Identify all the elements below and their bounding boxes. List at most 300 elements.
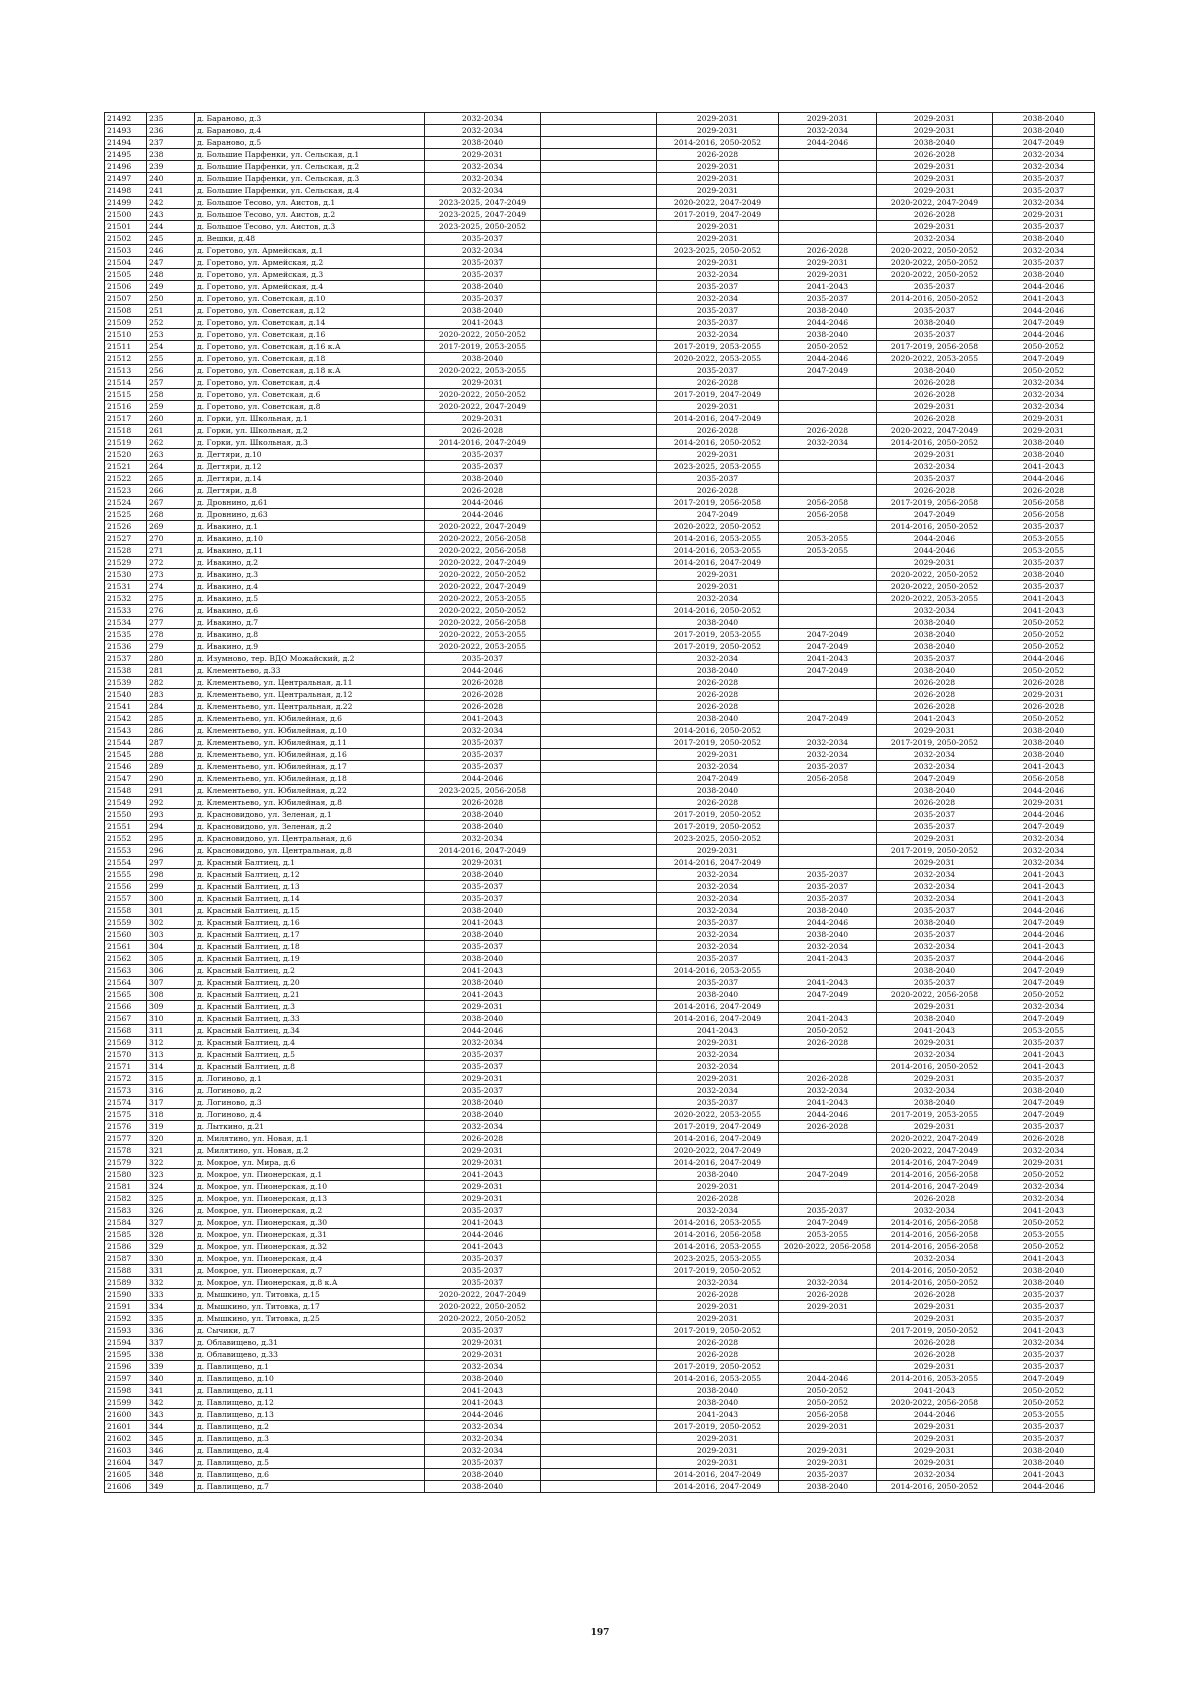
table-row [105,473,1095,485]
term-cell: 2032-2034 [425,1445,541,1457]
empty-cell [541,317,657,329]
term-cell: 2020-2022, 2053-2055 [425,629,541,641]
term-cell: 2038-2040 [779,1481,877,1493]
address-cell: д. Мокрое, ул. Пионерская, д.13 [195,1193,425,1205]
index-cell: 282 [147,677,195,689]
table-row [105,737,1095,749]
term-cell [779,701,877,713]
table-row [105,221,1095,233]
term-cell: 2032-2034 [657,593,779,605]
index-cell: 262 [147,437,195,449]
row-id-cell: 21517 [105,413,147,425]
row-id-cell: 21578 [105,1145,147,1157]
term-cell: 2038-2040 [657,665,779,677]
term-cell: 2026-2028 [657,1337,779,1349]
address-cell: д. Облавищево, д.31 [195,1337,425,1349]
term-cell: 2035-2037 [779,761,877,773]
index-cell: 280 [147,653,195,665]
term-cell: 2032-2034 [877,1469,993,1481]
page-number: 197 [590,1628,610,1638]
term-cell: 2035-2037 [877,809,993,821]
term-cell: 2023-2025, 2050-2052 [657,245,779,257]
index-cell: 343 [147,1409,195,1421]
index-cell: 271 [147,545,195,557]
row-id-cell: 21541 [105,701,147,713]
term-cell: 2038-2040 [779,905,877,917]
term-cell: 2029-2031 [877,1037,993,1049]
table-row [105,533,1095,545]
term-cell: 2029-2031 [877,1301,993,1313]
index-cell: 349 [147,1481,195,1493]
term-cell: 2038-2040 [993,1277,1095,1289]
term-cell: 2038-2040 [657,713,779,725]
term-cell: 2035-2037 [425,269,541,281]
term-cell: 2014-2016, 2050-2052 [657,437,779,449]
address-cell: д. Горетово, ул. Советская, д.18 к.А [195,365,425,377]
term-cell: 2032-2034 [877,1205,993,1217]
term-cell: 2032-2034 [657,1085,779,1097]
term-cell: 2017-2019, 2050-2052 [657,821,779,833]
term-cell: 2029-2031 [877,1073,993,1085]
term-cell: 2041-2043 [993,881,1095,893]
term-cell: 2035-2037 [657,977,779,989]
term-cell: 2032-2034 [657,881,779,893]
term-cell: 2032-2034 [657,293,779,305]
empty-cell [541,689,657,701]
row-id-cell: 21554 [105,857,147,869]
index-cell: 316 [147,1085,195,1097]
row-id-cell: 21499 [105,197,147,209]
row-id-cell: 21496 [105,161,147,173]
term-cell [779,401,877,413]
term-cell: 2026-2028 [993,485,1095,497]
address-cell: д. Логиново, д.4 [195,1109,425,1121]
row-id-cell: 21575 [105,1109,147,1121]
term-cell [779,1193,877,1205]
term-cell: 2032-2034 [657,1277,779,1289]
table-row [105,1349,1095,1361]
index-cell: 283 [147,689,195,701]
index-cell: 277 [147,617,195,629]
term-cell: 2029-2031 [779,1301,877,1313]
empty-cell [541,1109,657,1121]
term-cell: 2038-2040 [993,125,1095,137]
term-cell: 2035-2037 [425,1277,541,1289]
term-cell: 2032-2034 [877,893,993,905]
term-cell: 2029-2031 [657,449,779,461]
term-cell: 2035-2037 [993,1289,1095,1301]
term-cell: 2014-2016, 2050-2052 [657,725,779,737]
address-cell: д. Красный Балтиец, д.17 [195,929,425,941]
row-id-cell: 21570 [105,1049,147,1061]
row-id-cell: 21601 [105,1421,147,1433]
term-cell: 2014-2016, 2056-2058 [877,1229,993,1241]
term-cell: 2026-2028 [425,425,541,437]
term-cell: 2032-2034 [425,833,541,845]
term-cell: 2032-2034 [425,125,541,137]
index-cell: 248 [147,269,195,281]
term-cell: 2014-2016, 2050-2052 [657,605,779,617]
index-cell: 320 [147,1133,195,1145]
index-cell: 324 [147,1181,195,1193]
term-cell: 2038-2040 [425,137,541,149]
term-cell: 2044-2046 [779,1373,877,1385]
term-cell: 2026-2028 [877,1193,993,1205]
address-cell: д. Дегтяри, д.10 [195,449,425,461]
term-cell: 2038-2040 [993,725,1095,737]
row-id-cell: 21568 [105,1025,147,1037]
term-cell: 2038-2040 [425,977,541,989]
empty-cell [541,293,657,305]
empty-cell [541,521,657,533]
term-cell: 2014-2016, 2056-2058 [877,1169,993,1181]
table-row [105,1313,1095,1325]
index-cell: 333 [147,1289,195,1301]
empty-cell [541,1337,657,1349]
address-cell: д. Красный Балтиец, д.1 [195,857,425,869]
term-cell: 2038-2040 [877,785,993,797]
address-cell: д. Красный Балтиец, д.15 [195,905,425,917]
term-cell: 2032-2034 [657,653,779,665]
empty-cell [541,377,657,389]
term-cell: 2032-2034 [877,749,993,761]
empty-cell [541,725,657,737]
term-cell: 2047-2049 [993,977,1095,989]
term-cell: 2035-2037 [425,293,541,305]
term-cell: 2050-2052 [779,1385,877,1397]
term-cell: 2032-2034 [779,1085,877,1097]
term-cell: 2032-2034 [993,1145,1095,1157]
empty-cell [541,1481,657,1493]
address-cell: д. Бараново, д.3 [195,113,425,125]
index-cell: 331 [147,1265,195,1277]
row-id-cell: 21594 [105,1337,147,1349]
term-cell: 2053-2055 [779,1229,877,1241]
term-cell: 2035-2037 [877,329,993,341]
row-id-cell: 21498 [105,185,147,197]
table-row [105,965,1095,977]
index-cell: 241 [147,185,195,197]
address-cell: д. Павлищево, д.4 [195,1445,425,1457]
term-cell: 2029-2031 [877,1361,993,1373]
term-cell: 2032-2034 [993,245,1095,257]
empty-cell [541,233,657,245]
address-cell: д. Красновидово, ул. Центральная, д.8 [195,845,425,857]
term-cell: 2029-2031 [657,1433,779,1445]
table-row [105,1337,1095,1349]
table-row [105,821,1095,833]
term-cell: 2020-2022, 2047-2049 [425,521,541,533]
row-id-cell: 21497 [105,173,147,185]
term-cell: 2035-2037 [779,293,877,305]
empty-cell [541,221,657,233]
table-row [105,1397,1095,1409]
table-row [105,905,1095,917]
index-cell: 292 [147,797,195,809]
empty-cell [541,965,657,977]
address-cell: д. Павлищево, д.3 [195,1433,425,1445]
table-row [105,1181,1095,1193]
term-cell: 2035-2037 [425,1253,541,1265]
address-cell: д. Большое Тесово, ул. Аистов, д.2 [195,209,425,221]
term-cell [779,809,877,821]
empty-cell [541,1145,657,1157]
term-cell: 2017-2019, 2047-2049 [657,209,779,221]
term-cell: 2041-2043 [779,1097,877,1109]
table-row [105,185,1095,197]
term-cell: 2047-2049 [993,1013,1095,1025]
index-cell: 288 [147,749,195,761]
term-cell [779,461,877,473]
term-cell: 2038-2040 [657,1385,779,1397]
table-row [105,1133,1095,1145]
index-cell: 286 [147,725,195,737]
term-cell [779,1253,877,1265]
index-cell: 255 [147,353,195,365]
table-row [105,425,1095,437]
term-cell: 2038-2040 [993,113,1095,125]
term-cell: 2038-2040 [425,1109,541,1121]
table-row [105,1277,1095,1289]
index-cell: 298 [147,869,195,881]
index-cell: 291 [147,785,195,797]
term-cell: 2041-2043 [993,1049,1095,1061]
term-cell: 2050-2052 [993,617,1095,629]
term-cell: 2038-2040 [657,617,779,629]
table-row [105,1013,1095,1025]
empty-cell [541,1409,657,1421]
term-cell: 2038-2040 [657,785,779,797]
empty-cell [541,1313,657,1325]
address-cell: д. Большое Тесово, ул. Аистов, д.3 [195,221,425,233]
index-cell: 269 [147,521,195,533]
empty-cell [541,1373,657,1385]
row-id-cell: 21538 [105,665,147,677]
empty-cell [541,197,657,209]
term-cell: 2014-2016, 2053-2055 [657,1217,779,1229]
table-row [105,161,1095,173]
index-cell: 243 [147,209,195,221]
table-row [105,989,1095,1001]
term-cell: 2029-2031 [657,1445,779,1457]
empty-cell [541,137,657,149]
term-cell: 2023-2025, 2053-2055 [657,461,779,473]
empty-cell [541,1265,657,1277]
index-cell: 266 [147,485,195,497]
address-cell: д. Павлищево, д.5 [195,1457,425,1469]
empty-cell [541,869,657,881]
term-cell: 2029-2031 [779,1445,877,1457]
term-cell: 2032-2034 [877,941,993,953]
term-cell: 2032-2034 [657,905,779,917]
term-cell: 2038-2040 [993,1457,1095,1469]
address-cell: д. Мокрое, ул. Пионерская, д.7 [195,1265,425,1277]
table-row [105,293,1095,305]
table-row [105,605,1095,617]
row-id-cell: 21572 [105,1073,147,1085]
term-cell: 2038-2040 [877,641,993,653]
empty-cell [541,1457,657,1469]
address-cell: д. Красный Балтиец, д.33 [195,1013,425,1025]
index-cell: 265 [147,473,195,485]
index-cell: 249 [147,281,195,293]
row-id-cell: 21509 [105,317,147,329]
term-cell: 2038-2040 [877,965,993,977]
address-cell: д. Горетово, ул. Советская, д.18 [195,353,425,365]
table-row [105,509,1095,521]
term-cell: 2044-2046 [993,305,1095,317]
term-cell: 2029-2031 [657,569,779,581]
row-id-cell: 21563 [105,965,147,977]
row-id-cell: 21526 [105,521,147,533]
term-cell: 2029-2031 [993,413,1095,425]
table-row [105,797,1095,809]
empty-cell [541,1229,657,1241]
term-cell: 2035-2037 [779,893,877,905]
term-cell: 2032-2034 [779,125,877,137]
term-cell: 2032-2034 [657,761,779,773]
term-cell: 2026-2028 [779,1073,877,1085]
term-cell: 2017-2019, 2050-2052 [657,641,779,653]
term-cell: 2032-2034 [877,1085,993,1097]
term-cell: 2032-2034 [993,1181,1095,1193]
empty-cell [541,797,657,809]
row-id-cell: 21595 [105,1349,147,1361]
term-cell: 2020-2022, 2053-2055 [425,365,541,377]
empty-cell [541,401,657,413]
term-cell: 2035-2037 [425,1049,541,1061]
term-cell: 2044-2046 [425,1229,541,1241]
row-id-cell: 21597 [105,1373,147,1385]
index-cell: 236 [147,125,195,137]
term-cell: 2014-2016, 2053-2055 [877,1373,993,1385]
term-cell: 2032-2034 [993,401,1095,413]
term-cell: 2029-2031 [425,1193,541,1205]
index-cell: 299 [147,881,195,893]
index-cell: 332 [147,1277,195,1289]
term-cell: 2053-2055 [993,533,1095,545]
term-cell: 2035-2037 [779,1469,877,1481]
term-cell: 2035-2037 [877,281,993,293]
term-cell: 2041-2043 [425,1385,541,1397]
table-row [105,953,1095,965]
term-cell: 2050-2052 [993,629,1095,641]
empty-cell [541,1217,657,1229]
index-cell: 247 [147,257,195,269]
term-cell: 2014-2016, 2053-2055 [657,545,779,557]
term-cell: 2035-2037 [657,365,779,377]
term-cell: 2044-2046 [993,785,1095,797]
term-cell: 2038-2040 [425,809,541,821]
term-cell: 2029-2031 [657,749,779,761]
address-cell: д. Клементьево, ул. Центральная, д.12 [195,689,425,701]
term-cell: 2047-2049 [779,365,877,377]
term-cell [779,209,877,221]
term-cell [779,1049,877,1061]
term-cell: 2038-2040 [657,989,779,1001]
term-cell: 2041-2043 [993,461,1095,473]
index-cell: 279 [147,641,195,653]
index-cell: 327 [147,1217,195,1229]
row-id-cell: 21537 [105,653,147,665]
term-cell: 2035-2037 [993,581,1095,593]
term-cell: 2041-2043 [425,317,541,329]
term-cell [779,1145,877,1157]
term-cell: 2050-2052 [993,365,1095,377]
index-cell: 302 [147,917,195,929]
term-cell: 2041-2043 [657,1025,779,1037]
table-row [105,641,1095,653]
term-cell: 2020-2022, 2056-2058 [425,617,541,629]
term-cell: 2026-2028 [877,389,993,401]
term-cell: 2044-2046 [993,329,1095,341]
row-id-cell: 21510 [105,329,147,341]
address-cell: д. Ивакино, д.9 [195,641,425,653]
index-cell: 268 [147,509,195,521]
term-cell: 2035-2037 [877,473,993,485]
term-cell: 2020-2022, 2047-2049 [425,401,541,413]
row-id-cell: 21495 [105,149,147,161]
empty-cell [541,1397,657,1409]
index-cell: 321 [147,1145,195,1157]
table-row [105,1229,1095,1241]
address-cell: д. Мокрое, ул. Мира, д.6 [195,1157,425,1169]
empty-cell [541,629,657,641]
term-cell: 2026-2028 [657,425,779,437]
index-cell: 263 [147,449,195,461]
term-cell: 2041-2043 [877,1025,993,1037]
address-cell: д. Дровнино, д.61 [195,497,425,509]
term-cell: 2017-2019, 2050-2052 [877,1325,993,1337]
address-cell: д. Мокрое, ул. Пионерская, д.30 [195,1217,425,1229]
term-cell: 2026-2028 [877,689,993,701]
term-cell: 2032-2034 [425,1361,541,1373]
term-cell: 2020-2022, 2047-2049 [425,581,541,593]
empty-cell [541,113,657,125]
term-cell: 2020-2022, 2056-2058 [425,545,541,557]
term-cell: 2020-2022, 2053-2055 [425,641,541,653]
address-cell: д. Бараново, д.4 [195,125,425,137]
table-row [105,1253,1095,1265]
term-cell: 2035-2037 [425,881,541,893]
address-cell: д. Мокрое, ул. Пионерская, д.4 [195,1253,425,1265]
term-cell: 2047-2049 [993,965,1095,977]
term-cell: 2050-2052 [993,1397,1095,1409]
index-cell: 253 [147,329,195,341]
term-cell: 2026-2028 [877,149,993,161]
term-cell: 2047-2049 [993,1373,1095,1385]
table-row [105,689,1095,701]
term-cell: 2029-2031 [425,413,541,425]
address-cell: д. Горетово, ул. Советская, д.14 [195,317,425,329]
table-row [105,1061,1095,1073]
term-cell: 2026-2028 [657,1193,779,1205]
term-cell: 2029-2031 [657,185,779,197]
term-cell: 2032-2034 [877,461,993,473]
term-cell: 2029-2031 [657,1037,779,1049]
term-cell: 2035-2037 [425,1325,541,1337]
table-row [105,377,1095,389]
term-cell: 2053-2055 [779,545,877,557]
table-row [105,845,1095,857]
empty-cell [541,185,657,197]
index-cell: 314 [147,1061,195,1073]
term-cell: 2044-2046 [425,497,541,509]
index-cell: 338 [147,1349,195,1361]
term-cell: 2041-2043 [425,1241,541,1253]
term-cell: 2026-2028 [779,1037,877,1049]
empty-cell [541,1421,657,1433]
